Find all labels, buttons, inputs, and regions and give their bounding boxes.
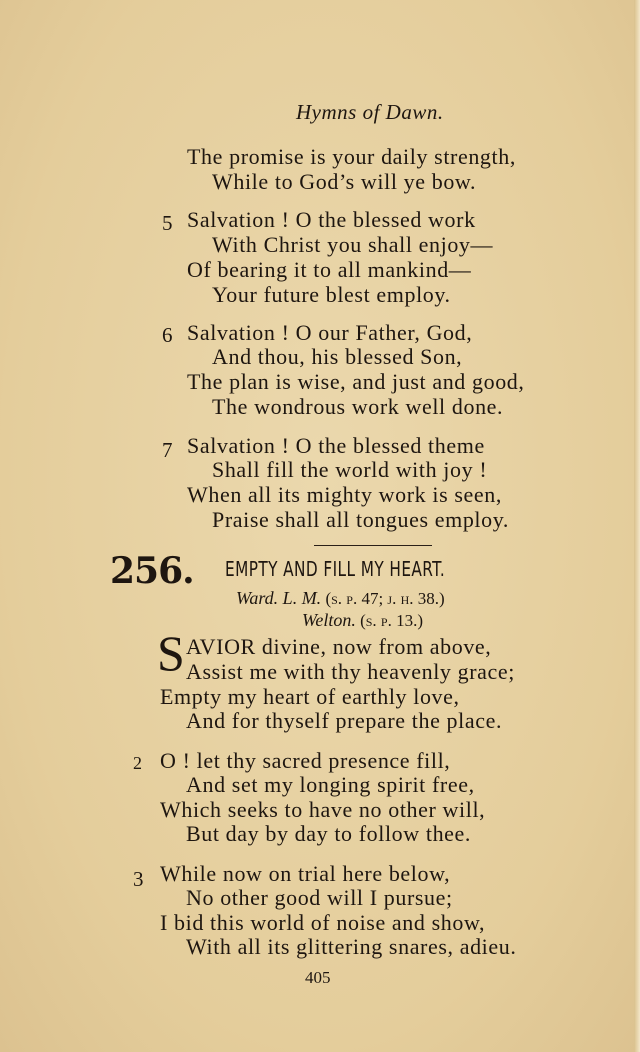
verse-line: O ! let thy sacred presence fill, <box>160 748 451 773</box>
stanza-number: 2 <box>133 753 142 773</box>
verse-line: Salvation ! O our Father, God, <box>187 320 473 345</box>
running-header: Hymns of Dawn. <box>296 100 444 124</box>
verse-line: Of bearing it to all mankind— <box>187 257 472 282</box>
verse-line: Shall fill the world with joy ! <box>212 457 488 482</box>
tune-line-1 <box>236 588 445 609</box>
verse-line: And for thyself prepare the place. <box>186 708 503 733</box>
verse-line: When all its mighty work is seen, <box>187 482 502 507</box>
tune-line-2 <box>302 610 423 631</box>
verse-line: While now on trial here below, <box>160 861 451 886</box>
verse-line: While to God’s will ye bow. <box>212 169 477 194</box>
tune-reference: (s. p. 47; j. h. 38.) <box>325 589 445 608</box>
verse-line: No other good will I pursue; <box>186 885 453 910</box>
verse-line: Which seeks to have no other will, <box>160 797 486 822</box>
stanza-number: 5 <box>162 211 173 235</box>
stanza-number: 7 <box>162 438 173 462</box>
drop-cap: S <box>157 625 185 681</box>
verse-line: Empty my heart of earthly love, <box>160 684 460 709</box>
verse-line: Salvation ! O the blessed work <box>187 207 476 232</box>
page-edge <box>634 0 640 1052</box>
verse-line: Your future blest employ. <box>212 282 451 307</box>
stanza-number: 6 <box>162 323 173 347</box>
tune-name: Ward. L. M. <box>236 588 322 608</box>
divider-rule <box>314 545 432 546</box>
verse-line: But day by day to follow thee. <box>186 821 472 846</box>
verse-line: Assist me with thy heavenly grace; <box>186 659 515 684</box>
stanza-number: 3 <box>133 867 144 891</box>
verse-line: I bid this world of noise and show, <box>160 910 486 935</box>
verse-line: The plan is wise, and just and good, <box>187 369 525 394</box>
tune-name: Welton. <box>302 610 356 630</box>
verse-line: The wondrous work well done. <box>212 394 504 419</box>
verse-line: The promise is your daily strength, <box>187 144 516 169</box>
verse-line: And set my longing spirit free, <box>186 772 475 797</box>
hymn-title: EMPTY AND FILL MY HEART. <box>225 557 446 581</box>
hymn-number: 256. <box>110 550 194 592</box>
verse-line: With all its glittering snares, adieu. <box>186 934 517 959</box>
page-number: 405 <box>305 968 331 987</box>
verse-line: Salvation ! O the blessed theme <box>187 433 485 458</box>
verse-line: And thou, his blessed Son, <box>212 344 463 369</box>
verse-line: AVIOR divine, now from above, <box>186 634 492 659</box>
tune-reference: (s. p. 13.) <box>360 611 424 630</box>
verse-line: Praise shall all tongues employ. <box>212 507 510 532</box>
verse-line: With Christ you shall enjoy— <box>212 232 494 257</box>
